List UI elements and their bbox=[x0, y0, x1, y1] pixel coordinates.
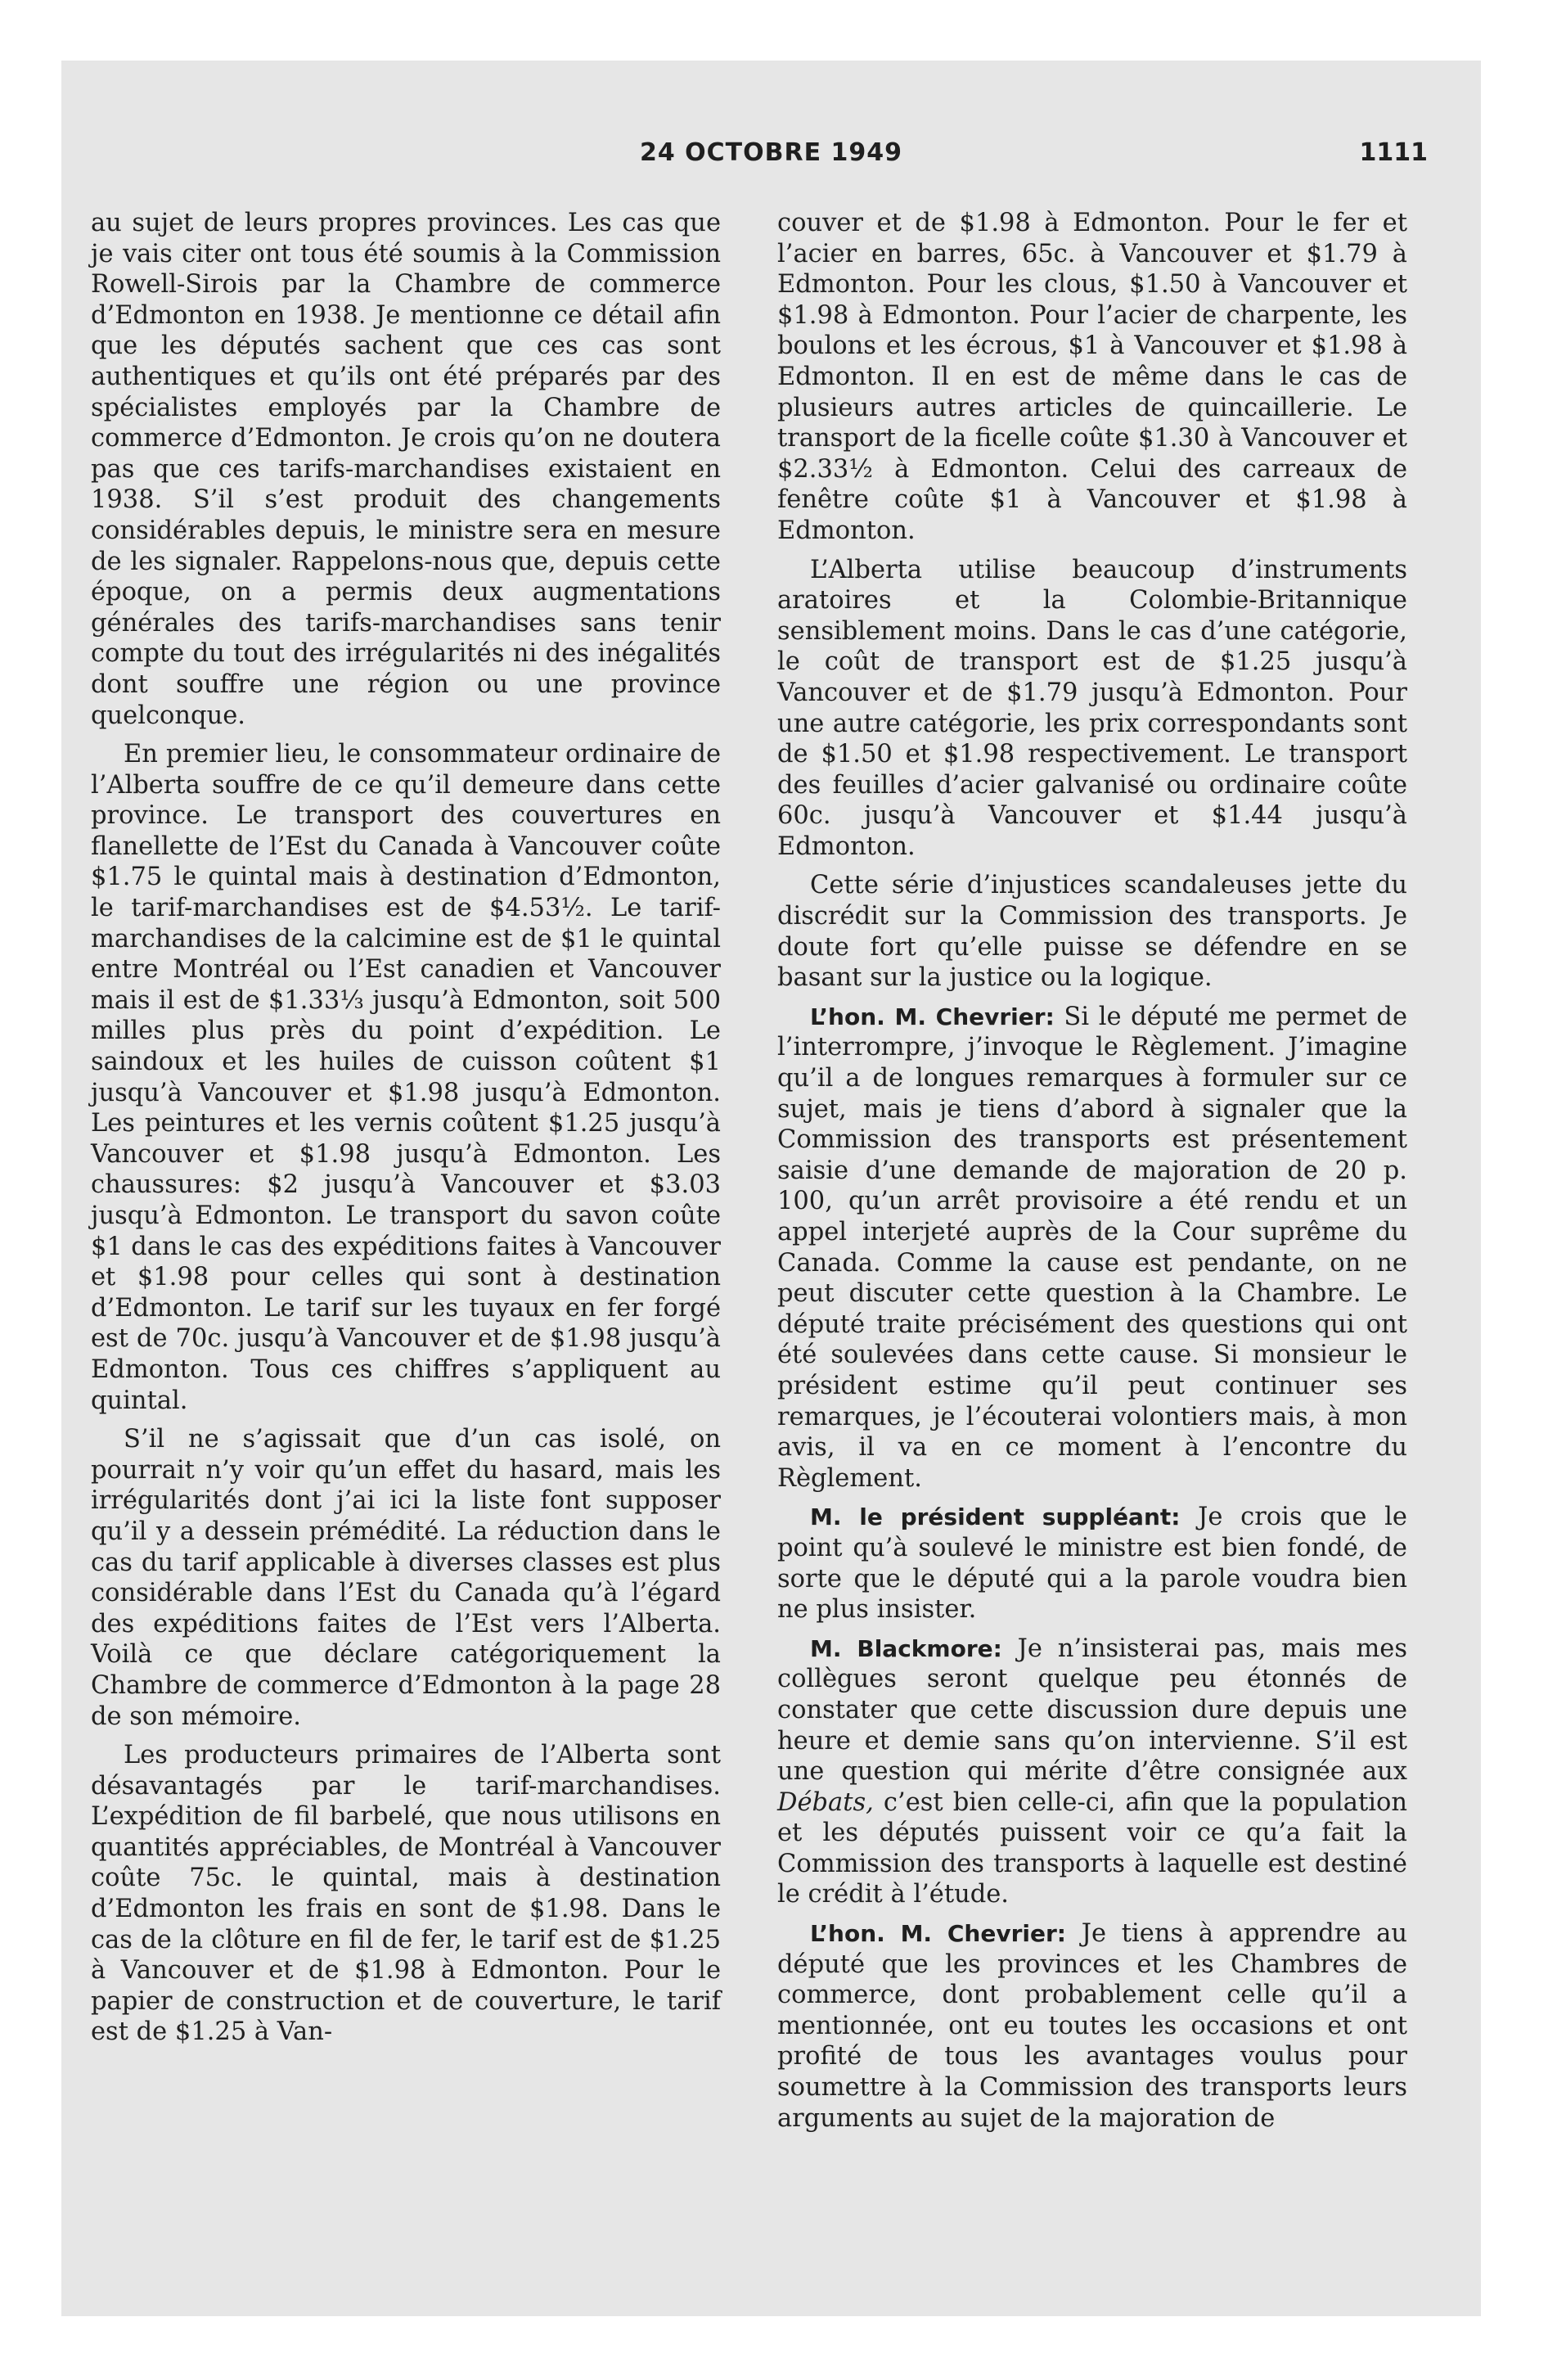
speech-text: Si le député me permet de l’interrompre, j’invoque le Règlement. J’imagine qu’il a de longues remarques à formuler sur ce sujet, mais je tiens d’abord à signaler que la Commission des transports est présentement saisie d’une demande de majoration de 20 p. 100, qu’un arrêt provisoire a été rendu et un appel interjeté auprès de la Cour suprême du Canada. Comme la cause est pendante, on ne peut discuter cette question à la Chambre. Le député traite précisément des questions qui ont été soulevées dans cette cause. Si monsieur le président estime qu’il peut continuer ses remarques, je l’écouterai volontiers mais, à mon avis, il va en ce moment à l’encontre du Règlement. bbox=[777, 1002, 1408, 1493]
speech-paragraph bbox=[777, 1918, 1407, 2134]
page-header bbox=[61, 138, 1481, 187]
paragraph: Les producteurs primaires de l’Alberta sont désavantagés par le tarif-marchandises. L’expédition de fil barbelé, que nous utilisons en quantités appréciables, de Montréal à Vancouver coûte 75c. le quintal, mais à destination d’Edmonton les frais en sont de $1.98. Dans le cas de la clôture en fil de fer, le tarif est de $1.25 à Vancouver et de $1.98 à Edmonton. Pour le papier de construction et de couverture, le tarif est de $1.25 à Van- bbox=[91, 1741, 721, 2047]
page-number: 1111 bbox=[1359, 138, 1428, 167]
paragraph: En premier lieu, le consommateur ordinaire de l’Alberta souffre de ce qu’il demeure dans cette province. Le transport des couvertures en flanellette de l’Est du Canada à Vancouver coûte $1.75 le quintal mais à destination d’Edmonton, le tarif-marchandises est de $4.53½. Le tarif-marchandises de la calcimine est de $1 le quintal entre Montréal ou l’Est canadien et Vancouver mais il est de $1.33⅓ jusqu’à Edmonton, soit 500 milles plus près du point d’expédition. Le saindoux et les huiles de cuisson coûtent $1 jusqu’à Vancouver et $1.98 jusqu’à Edmonton. Les peintures et les vernis coûtent $1.25 jusqu’à Vancouver et $1.98 jusqu’à Edmonton. Les chaussures: $2 jusqu’à Vancouver et $3.03 jusqu’à Edmonton. Le transport du savon coûte $1 dans le cas des expéditions faites à Vancouver et $1.98 pour celles qui sont à destination d’Edmonton. Le tarif sur les tuyaux en fer forgé est de 70c. jusqu’à Vancouver et de $1.98 jusqu’à Edmonton. Tous ces chiffres s’appliquent au quintal. bbox=[91, 740, 721, 1415]
speaker-name: L’hon. M. Chevrier: bbox=[810, 1003, 1055, 1030]
speech-text: Je crois que le point qu’à soulevé le ministre est bien fondé, de sorte que le député qui a la parole voudra bien ne plus insister. bbox=[777, 1503, 1407, 1625]
speech-text: Je tiens à apprendre au député que les provinces et les Chambres de commerce, dont probablement celle qu’il a mentionnée, ont eu toutes les occasions et ont profité de tous les avantages voulus pour soumettre à la Commission des transports leurs arguments au sujet de la majoration de bbox=[777, 1919, 1408, 2133]
paragraph: S’il ne s’agissait que d’un cas isolé, on pourrait n’y voir qu’un effet du hasard, mais les irrégularités dont j’ai ici la liste font supposer qu’il y a dessein prémédité. La réduction dans le cas du tarif applicable à diverses classes est plus considérable dans l’Est du Canada qu’à l’égard des expéditions faites de l’Est vers l’Alberta. Voilà ce que déclare catégoriquement la Chambre de commerce d’Edmonton à la page 28 de son mémoire. bbox=[91, 1425, 721, 1731]
right-column bbox=[777, 208, 1407, 2142]
paragraph: au sujet de leurs propres provinces. Les cas que je vais citer ont tous été soumis à la Commission Rowell-Sirois par la Chambre de commerce d’Edmonton en 1938. Je mentionne ce détail afin que les députés sachent que ces cas sont authentiques et qu’ils ont été préparés par des spécialistes employés par la Chambre de commerce d’Edmonton. Je crois qu’on ne doutera pas que ces tarifs-marchandises existaient en 1938. S’il s’est produit des changements considérables depuis, le ministre sera en mesure de les signaler. Rappelons-nous que, depuis cette époque, on a permis deux augmentations générales des tarifs-marchandises sans tenir compte du tout des irrégularités ni des inégalités dont souffre une région ou une province quelconque. bbox=[91, 209, 721, 730]
speech-paragraph bbox=[777, 1502, 1407, 1625]
header-date: 24 OCTOBRE 1949 bbox=[639, 138, 903, 167]
speaker-name: M. Blackmore: bbox=[810, 1634, 1002, 1662]
italic-term: Débats, bbox=[777, 1787, 874, 1817]
paragraph: Cette série d’injustices scandaleuses jette du discrédit sur la Commission des transports. Je doute fort qu’elle puisse se défendre en se basant sur la justice ou la logique. bbox=[777, 871, 1407, 993]
speaker-name: M. le président suppléant: bbox=[810, 1503, 1181, 1531]
speech-text: c’est bien celle-ci, afin que la population et les députés puissent voir ce qu’a fait la Commission des transports à laquelle est destiné le crédit à l’étude. bbox=[777, 1787, 1407, 1909]
speaker-name: L’hon. M. Chevrier: bbox=[810, 1920, 1066, 1948]
left-column bbox=[91, 208, 721, 2056]
speech-text: Je n’insisterai pas, mais mes collègues seront quelque peu étonnés de constater que cette discussion dure depuis une heure et demie sans qu’on intervienne. S’il est une question qui mérite d’être consignée aux bbox=[777, 1634, 1407, 1787]
paragraph: L’Alberta utilise beaucoup d’instruments aratoires et la Colombie-Britannique sensiblement moins. Dans le cas d’une catégorie, le coût de transport est de $1.25 jusqu’à Vancouver et de $1.79 jusqu’à Edmonton. Pour une autre catégorie, les prix correspondants sont de $1.50 et $1.98 respectivement. Le transport des feuilles d’acier galvanisé ou ordinaire coûte 60c. jusqu’à Vancouver et $1.44 jusqu’à Edmonton. bbox=[777, 555, 1407, 861]
speech-paragraph bbox=[777, 1634, 1407, 1910]
speech-paragraph bbox=[777, 1002, 1407, 1494]
scanned-page bbox=[61, 61, 1481, 2316]
paragraph: couver et de $1.98 à Edmonton. Pour le fer et l’acier en barres, 65c. à Vancouver et $1.79 à Edmonton. Pour les clous, $1.50 à Vancouver et $1.98 à Edmonton. Pour l’acier de charpente, les boulons et les écrous, $1 à Vancouver et $1.98 à Edmonton. Il en est de même dans le cas de plusieurs autres articles de quincaillerie. Le transport de la ficelle coûte $1.30 à Vancouver et $2.33½ à Edmonton. Celui des carreaux de fenêtre coûte $1 à Vancouver et $1.98 à Edmonton. bbox=[777, 209, 1407, 545]
